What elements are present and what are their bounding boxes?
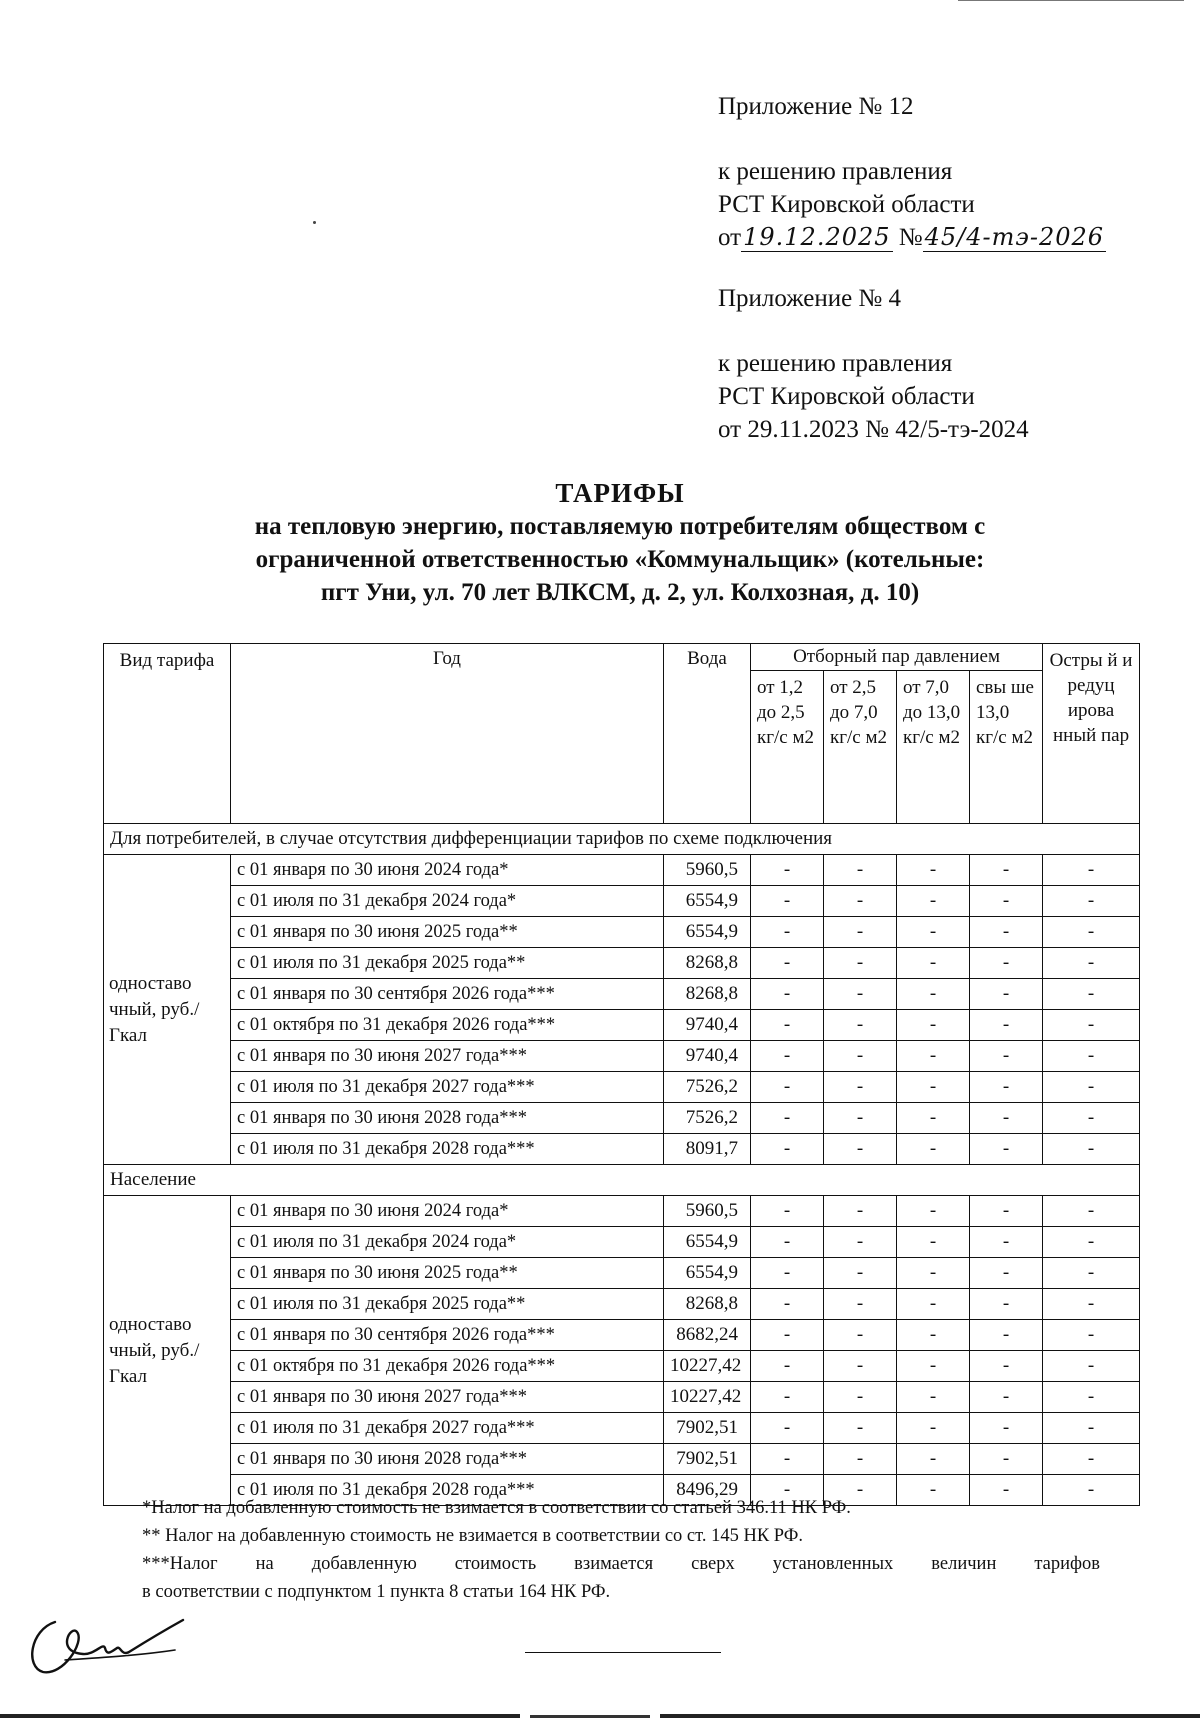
section-header-row [104, 824, 1140, 855]
period-cell: с 01 января по 30 июня 2028 года*** [231, 1444, 664, 1475]
empty-value-cell: - [1043, 1010, 1140, 1041]
water-tariff-cell: 9740,4 [664, 1010, 751, 1041]
empty-value-cell: - [824, 1413, 897, 1444]
water-tariff-cell: 5960,5 [664, 855, 751, 886]
column-header-steam-1: от 1,2 до 2,5 кг/с м2 [751, 671, 824, 824]
tariff-table [103, 643, 1140, 1506]
column-header-steam-group: Отборный пар давлением [751, 644, 1043, 671]
empty-value-cell: - [897, 1072, 970, 1103]
table-row [104, 917, 1140, 948]
empty-value-cell: - [751, 886, 824, 917]
empty-value-cell: - [970, 1103, 1043, 1134]
footnote-1: *Налог на добавленную стоимость не взимается в соответствии со статьей 346.11 НК РФ. [142, 1498, 851, 1518]
empty-value-cell: - [970, 1196, 1043, 1227]
empty-value-cell: - [824, 1351, 897, 1382]
empty-value-cell: - [1043, 1351, 1140, 1382]
empty-value-cell: - [751, 1382, 824, 1413]
table-row [104, 1320, 1140, 1351]
empty-value-cell: - [824, 1289, 897, 1320]
water-tariff-cell: 5960,5 [664, 1196, 751, 1227]
empty-value-cell: - [897, 1320, 970, 1351]
empty-value-cell: - [897, 1289, 970, 1320]
empty-value-cell: - [970, 1072, 1043, 1103]
empty-value-cell: - [897, 1041, 970, 1072]
empty-value-cell: - [751, 979, 824, 1010]
water-tariff-cell: 6554,9 [664, 917, 751, 948]
empty-value-cell: - [1043, 1134, 1140, 1165]
title-main: ТАРИФЫ [555, 478, 685, 508]
empty-value-cell: - [824, 948, 897, 979]
period-cell: с 01 июля по 31 декабря 2028 года*** [231, 1134, 664, 1165]
period-cell: с 01 июля по 31 декабря 2025 года** [231, 948, 664, 979]
empty-value-cell: - [1043, 948, 1140, 979]
empty-value-cell: - [751, 1444, 824, 1475]
period-cell: с 01 октября по 31 декабря 2026 года*** [231, 1351, 664, 1382]
period-cell: с 01 января по 30 сентября 2026 года*** [231, 1320, 664, 1351]
empty-value-cell: - [970, 1134, 1043, 1165]
empty-value-cell: - [1043, 1289, 1140, 1320]
empty-value-cell: - [1043, 979, 1140, 1010]
section-title: Для потребителей, в случае отсутствия дифференциации тарифов по схеме подключения [104, 824, 1140, 855]
table-row [104, 1413, 1140, 1444]
empty-value-cell: - [897, 1413, 970, 1444]
number-prefix: № [898, 224, 923, 251]
water-tariff-cell: 7526,2 [664, 1072, 751, 1103]
empty-value-cell: - [1043, 1196, 1140, 1227]
empty-value-cell: - [751, 1351, 824, 1382]
old-decision-line-3: от 29.11.2023 № 42/5-тэ-2024 [718, 416, 1029, 443]
empty-value-cell: - [970, 1227, 1043, 1258]
period-cell: с 01 января по 30 сентября 2026 года*** [231, 979, 664, 1010]
period-cell: с 01 октября по 31 декабря 2026 года*** [231, 1010, 664, 1041]
empty-value-cell: - [1043, 1072, 1140, 1103]
table-row [104, 1196, 1140, 1227]
empty-value-cell: - [1043, 1444, 1140, 1475]
empty-value-cell: - [897, 1258, 970, 1289]
water-tariff-cell: 6554,9 [664, 1227, 751, 1258]
scan-speck [313, 221, 316, 224]
water-tariff-cell: 10227,42 [664, 1382, 751, 1413]
new-decision-block [718, 155, 1106, 254]
empty-value-cell: - [824, 1010, 897, 1041]
empty-value-cell: - [1043, 917, 1140, 948]
period-cell: с 01 января по 30 июня 2024 года* [231, 1196, 664, 1227]
empty-value-cell: - [751, 1320, 824, 1351]
empty-value-cell: - [970, 948, 1043, 979]
empty-value-cell: - [970, 917, 1043, 948]
empty-value-cell: - [897, 1196, 970, 1227]
table-row [104, 886, 1140, 917]
handwritten-number: 45/4-тэ-2026 [924, 223, 1105, 251]
appendix-4-label [718, 282, 901, 315]
title-line-2: ограниченной ответственностью «Коммунальщик» (котельные: [255, 546, 985, 573]
empty-value-cell: - [970, 886, 1043, 917]
empty-value-cell: - [970, 979, 1043, 1010]
empty-value-cell: - [970, 1351, 1043, 1382]
appendix-12-label [718, 90, 914, 123]
empty-value-cell: - [824, 1475, 897, 1506]
period-cell: с 01 июля по 31 декабря 2024 года* [231, 1227, 664, 1258]
empty-value-cell: - [970, 1475, 1043, 1506]
empty-value-cell: - [897, 1010, 970, 1041]
document-title [90, 476, 1150, 609]
empty-value-cell: - [970, 1041, 1043, 1072]
section-title: Население [104, 1165, 1140, 1196]
title-line-3: пгт Уни, ул. 70 лет ВЛКСМ, д. 2, ул. Колхозная, д. 10) [320, 579, 920, 606]
signature-image [25, 1612, 195, 1682]
water-tariff-cell: 6554,9 [664, 1258, 751, 1289]
empty-value-cell: - [751, 1227, 824, 1258]
water-tariff-cell: 8091,7 [664, 1134, 751, 1165]
appendix-12-text: Приложение № 12 [718, 93, 914, 120]
empty-value-cell: - [897, 1382, 970, 1413]
empty-value-cell: - [751, 1475, 824, 1506]
empty-value-cell: - [970, 1258, 1043, 1289]
water-tariff-cell: 6554,9 [664, 886, 751, 917]
empty-value-cell: - [824, 917, 897, 948]
empty-value-cell: - [824, 1134, 897, 1165]
old-decision-line-1: к решению правления [718, 350, 953, 377]
empty-value-cell: - [1043, 855, 1140, 886]
water-tariff-cell: 8496,29 [664, 1475, 751, 1506]
empty-value-cell: - [751, 1010, 824, 1041]
table-row [104, 1227, 1140, 1258]
table-row [104, 979, 1140, 1010]
empty-value-cell: - [751, 855, 824, 886]
period-cell: с 01 июля по 31 декабря 2024 года* [231, 886, 664, 917]
empty-value-cell: - [897, 1134, 970, 1165]
empty-value-cell: - [1043, 1258, 1140, 1289]
water-tariff-cell: 9740,4 [664, 1041, 751, 1072]
period-cell: с 01 июля по 31 декабря 2027 года*** [231, 1413, 664, 1444]
water-tariff-cell: 8682,24 [664, 1320, 751, 1351]
empty-value-cell: - [1043, 1103, 1140, 1134]
empty-value-cell: - [824, 1041, 897, 1072]
signature-line [525, 1652, 721, 1653]
decision-line-1: к решению правления [718, 158, 953, 185]
period-cell: с 01 июля по 31 декабря 2028 года*** [231, 1475, 664, 1506]
table-row [104, 855, 1140, 886]
column-header-steam-3: от 7,0 до 13,0 кг/с м2 [897, 671, 970, 824]
column-header-type: Вид тарифа [104, 644, 231, 824]
empty-value-cell: - [970, 1010, 1043, 1041]
decision-line-2: РСТ Кировской области [718, 191, 975, 218]
empty-value-cell: - [970, 1320, 1043, 1351]
footnote-2: ** Налог на добавленную стоимость не взимается в соответствии со ст. 145 НК РФ. [142, 1526, 803, 1546]
empty-value-cell: - [970, 855, 1043, 886]
empty-value-cell: - [897, 855, 970, 886]
scan-bottom-edge [0, 1711, 1200, 1721]
empty-value-cell: - [751, 1103, 824, 1134]
empty-value-cell: - [751, 917, 824, 948]
empty-value-cell: - [824, 1444, 897, 1475]
empty-value-cell: - [824, 1320, 897, 1351]
empty-value-cell: - [751, 1413, 824, 1444]
period-cell: с 01 января по 30 июня 2027 года*** [231, 1041, 664, 1072]
table-row [104, 1258, 1140, 1289]
tariff-type-cell: одноставо чный, руб./Гкал [104, 855, 231, 1165]
empty-value-cell: - [970, 1444, 1043, 1475]
empty-value-cell: - [751, 1072, 824, 1103]
empty-value-cell: - [751, 1041, 824, 1072]
decision-date-number [718, 221, 1106, 254]
empty-value-cell: - [1043, 886, 1140, 917]
old-decision-line-2: РСТ Кировской области [718, 383, 975, 410]
scan-edge-mark [958, 0, 1184, 4]
date-prefix: от [718, 224, 742, 251]
column-header-steam-2: от 2,5 до 7,0 кг/с м2 [824, 671, 897, 824]
water-tariff-cell: 7902,51 [664, 1444, 751, 1475]
empty-value-cell: - [897, 1444, 970, 1475]
table-row [104, 1010, 1140, 1041]
empty-value-cell: - [824, 979, 897, 1010]
empty-value-cell: - [970, 1289, 1043, 1320]
footnote-3-line-1: ***Налог на добавленную стоимость взимается сверх установленных величин тарифов [142, 1554, 1100, 1574]
footnote-3-line-2: в соответствии с подпунктом 1 пункта 8 статьи 164 НК РФ. [142, 1582, 611, 1602]
title-line-1: на тепловую энергию, поставляемую потребителям обществом с [254, 513, 986, 540]
empty-value-cell: - [1043, 1041, 1140, 1072]
empty-value-cell: - [751, 1134, 824, 1165]
period-cell: с 01 января по 30 июня 2025 года** [231, 1258, 664, 1289]
empty-value-cell: - [897, 1103, 970, 1134]
empty-value-cell: - [897, 979, 970, 1010]
empty-value-cell: - [897, 917, 970, 948]
empty-value-cell: - [897, 1351, 970, 1382]
empty-value-cell: - [970, 1382, 1043, 1413]
empty-value-cell: - [897, 1227, 970, 1258]
empty-value-cell: - [824, 1227, 897, 1258]
empty-value-cell: - [1043, 1475, 1140, 1506]
empty-value-cell: - [970, 1413, 1043, 1444]
empty-value-cell: - [897, 1475, 970, 1506]
period-cell: с 01 января по 30 июня 2024 года* [231, 855, 664, 886]
water-tariff-cell: 7526,2 [664, 1103, 751, 1134]
empty-value-cell: - [1043, 1413, 1140, 1444]
water-tariff-cell: 8268,8 [664, 948, 751, 979]
column-header-sharp-steam: Остры й и редуц ирова нный пар [1043, 644, 1140, 824]
water-tariff-cell: 10227,42 [664, 1351, 751, 1382]
empty-value-cell: - [824, 886, 897, 917]
empty-value-cell: - [751, 1196, 824, 1227]
period-cell: с 01 июля по 31 декабря 2025 года** [231, 1289, 664, 1320]
table-row [104, 1444, 1140, 1475]
period-cell: с 01 января по 30 июня 2025 года** [231, 917, 664, 948]
table-row [104, 1072, 1140, 1103]
old-decision-block [718, 347, 1029, 446]
table-row [104, 1103, 1140, 1134]
water-tariff-cell: 8268,8 [664, 1289, 751, 1320]
empty-value-cell: - [824, 1196, 897, 1227]
period-cell: с 01 июля по 31 декабря 2027 года*** [231, 1072, 664, 1103]
period-cell: с 01 января по 30 июня 2027 года*** [231, 1382, 664, 1413]
table-row [104, 1351, 1140, 1382]
empty-value-cell: - [751, 948, 824, 979]
empty-value-cell: - [824, 1258, 897, 1289]
empty-value-cell: - [824, 1072, 897, 1103]
tariff-type-cell: одноставо чный, руб./Гкал [104, 1196, 231, 1506]
empty-value-cell: - [824, 855, 897, 886]
empty-value-cell: - [824, 1103, 897, 1134]
table-row [104, 1289, 1140, 1320]
table-header-row [104, 644, 1140, 671]
table-row [104, 1382, 1140, 1413]
empty-value-cell: - [897, 886, 970, 917]
empty-value-cell: - [751, 1258, 824, 1289]
empty-value-cell: - [897, 948, 970, 979]
table-row [104, 1041, 1140, 1072]
footnotes [142, 1496, 1100, 1608]
empty-value-cell: - [1043, 1227, 1140, 1258]
handwritten-date: 19.12.2025 [743, 223, 891, 251]
column-header-steam-4: свы ше 13,0 кг/с м2 [970, 671, 1043, 824]
empty-value-cell: - [1043, 1320, 1140, 1351]
column-header-water: Вода [664, 644, 751, 824]
table-row [104, 1134, 1140, 1165]
empty-value-cell: - [1043, 1382, 1140, 1413]
water-tariff-cell: 8268,8 [664, 979, 751, 1010]
section-header-row [104, 1165, 1140, 1196]
appendix-4-text: Приложение № 4 [718, 285, 902, 312]
empty-value-cell: - [751, 1289, 824, 1320]
period-cell: с 01 января по 30 июня 2028 года*** [231, 1103, 664, 1134]
water-tariff-cell: 7902,51 [664, 1413, 751, 1444]
column-header-year: Год [231, 644, 664, 824]
table-row [104, 948, 1140, 979]
empty-value-cell: - [824, 1382, 897, 1413]
